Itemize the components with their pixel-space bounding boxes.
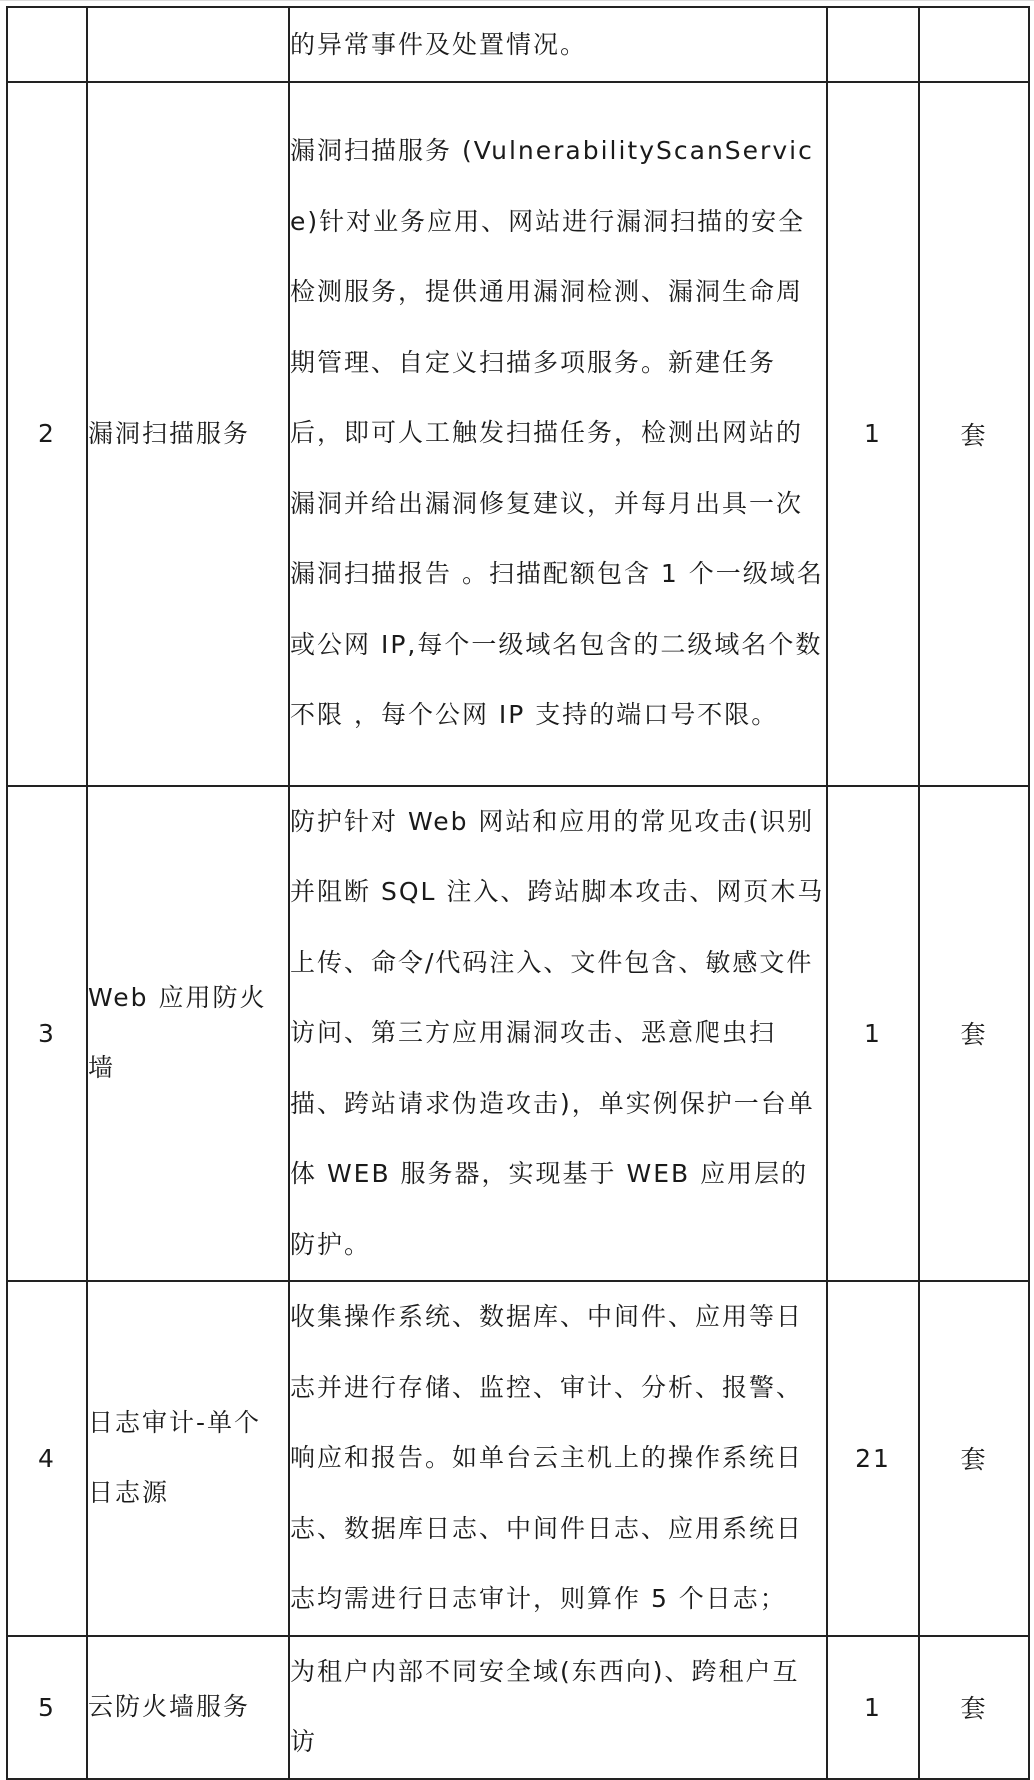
row-quantity-cell: [827, 7, 919, 82]
row-index-cell: 3: [7, 786, 87, 1282]
table-row: [7, 7, 1029, 82]
row-index-cell: [7, 7, 87, 82]
row-description-cell: 收集操作系统、数据库、中间件、应用等日志并进行存储、监控、审计、分析、报警、响应和报告。如单台云主机上的操作系统日志、数据库日志、中间件日志、应用系统日志均需进行日志审计，则算作 5 个日志；: [289, 1281, 827, 1636]
row-name-cell: 日志审计-单个日志源: [87, 1281, 289, 1636]
row-quantity-cell: 21: [827, 1281, 919, 1636]
row-unit-cell: 套: [919, 82, 1029, 786]
table-row: [7, 82, 1029, 786]
table-row: [7, 1281, 1029, 1636]
row-name-cell: 漏洞扫描服务: [87, 82, 289, 786]
row-quantity-cell: 1: [827, 786, 919, 1282]
row-name-cell: Web 应用防火墙: [87, 786, 289, 1282]
page-top-edge: [0, 0, 1034, 1]
row-name-cell: [87, 7, 289, 82]
table-row: [7, 1636, 1029, 1779]
row-index-cell: 2: [7, 82, 87, 786]
row-index-cell: 5: [7, 1636, 87, 1779]
row-description-cell: 为租户内部不同安全域(东西向)、跨租户互访: [289, 1636, 827, 1779]
row-name-cell: 云防火墙服务: [87, 1636, 289, 1779]
row-unit-cell: 套: [919, 786, 1029, 1282]
row-description-cell: 漏洞扫描服务 (VulnerabilityScanService)针对业务应用、网站进行漏洞扫描的安全检测服务，提供通用漏洞检测、漏洞生命周期管理、自定义扫描多项服务。新建任务后，即可人工触发扫描任务，检测出网站的漏洞并给出漏洞修复建议，并每月出具一次漏洞扫描报告 。扫描配额包含 1 个一级域名或公网 IP,每个一级域名包含的二级域名个数不限 ，每个公网 IP 支持的端口号不限。: [289, 82, 827, 786]
row-description-cell: 防护针对 Web 网站和应用的常见攻击(识别并阻断 SQL 注入、跨站脚本攻击、网页木马上传、命令/代码注入、文件包含、敏感文件访问、第三方应用漏洞攻击、恶意爬虫扫描、跨站请求伪造攻击)，单实例保护一台单体 WEB 服务器，实现基于 WEB 应用层的防护。: [289, 786, 827, 1282]
row-index-cell: 4: [7, 1281, 87, 1636]
service-spec-table: [6, 6, 1030, 1780]
row-quantity-cell: 1: [827, 1636, 919, 1779]
table-row: [7, 786, 1029, 1282]
row-unit-cell: 套: [919, 1281, 1029, 1636]
row-unit-cell: [919, 7, 1029, 82]
row-unit-cell: 套: [919, 1636, 1029, 1779]
row-description-cell: 的异常事件及处置情况。: [289, 7, 827, 82]
row-quantity-cell: 1: [827, 82, 919, 786]
